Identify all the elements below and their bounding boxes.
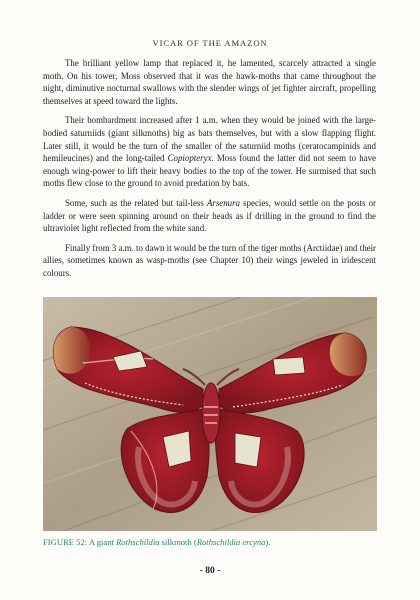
caption-middle: silkmoth ( (159, 537, 197, 547)
paragraph-2-genus: Copiopteryx (167, 153, 212, 164)
paragraph-3 (43, 197, 376, 235)
caption-suffix: ). (265, 537, 271, 547)
figure-caption (43, 537, 377, 547)
paragraph-3-text-b: species, would settle on the posts or ladder or were seen spinning around on their heads as if drilling in the ground to find the ultraviolet light reflected from the white sand. (43, 197, 377, 234)
moth-photograph (43, 297, 377, 531)
paragraph-3-genus: Arsenura (206, 197, 240, 208)
caption-species: Rothschildia ercyna (196, 537, 266, 547)
caption-genus: Rothschildia (116, 537, 160, 547)
paragraph-2-text-a: Their bombardment increased after 1 a.m. when they would be joined with the large-bodied saturniids (giant silkmoths) big as bats themselves, but with a slow flapping flight. Later still, it would be the turn of the smaller of the saturniid moths (ceratocampinids and hemileucines) and the long-tailed (43, 115, 376, 164)
right-window-spot (273, 357, 305, 375)
right-hindwing-spot (235, 433, 261, 467)
paragraph-1: The brilliant yellow lamp that replaced it, he lamented, scarcely attracted a single moth. On his tower, Moss observed that it was the hawk-moths that came throughout the night, diminutive nocturnal swallows with the slender wings of jet fighter aircraft, propelling themselves at speed toward the lights. (43, 58, 376, 106)
caption-prefix: FIGURE 52: A giant (43, 537, 117, 547)
paragraph-2 (43, 114, 376, 190)
paragraph-4: Finally from 3 a.m. to dawn it would be the turn of the tiger moths (Arctiidae) and their allies, sometimes known as wasp-moths (see Chapter 10) their wings jeweled in iridescent colours. (43, 242, 376, 278)
moth-body (202, 383, 220, 443)
moth-illustration (43, 297, 377, 531)
body-text (43, 57, 376, 287)
paragraph-3-text-a: Some, such as the related but tail-less (65, 197, 207, 208)
page-number: - 80 - (199, 566, 221, 576)
running-head: VICAR OF THE AMAZON (152, 38, 268, 48)
paragraph-2-text-b: . Moss found the latter did not seem to have enough wing-power to lift their heavy bodies to the top of the tower. He surmised that such moths flew close to the ground to avoid predation by bats. (43, 153, 376, 189)
